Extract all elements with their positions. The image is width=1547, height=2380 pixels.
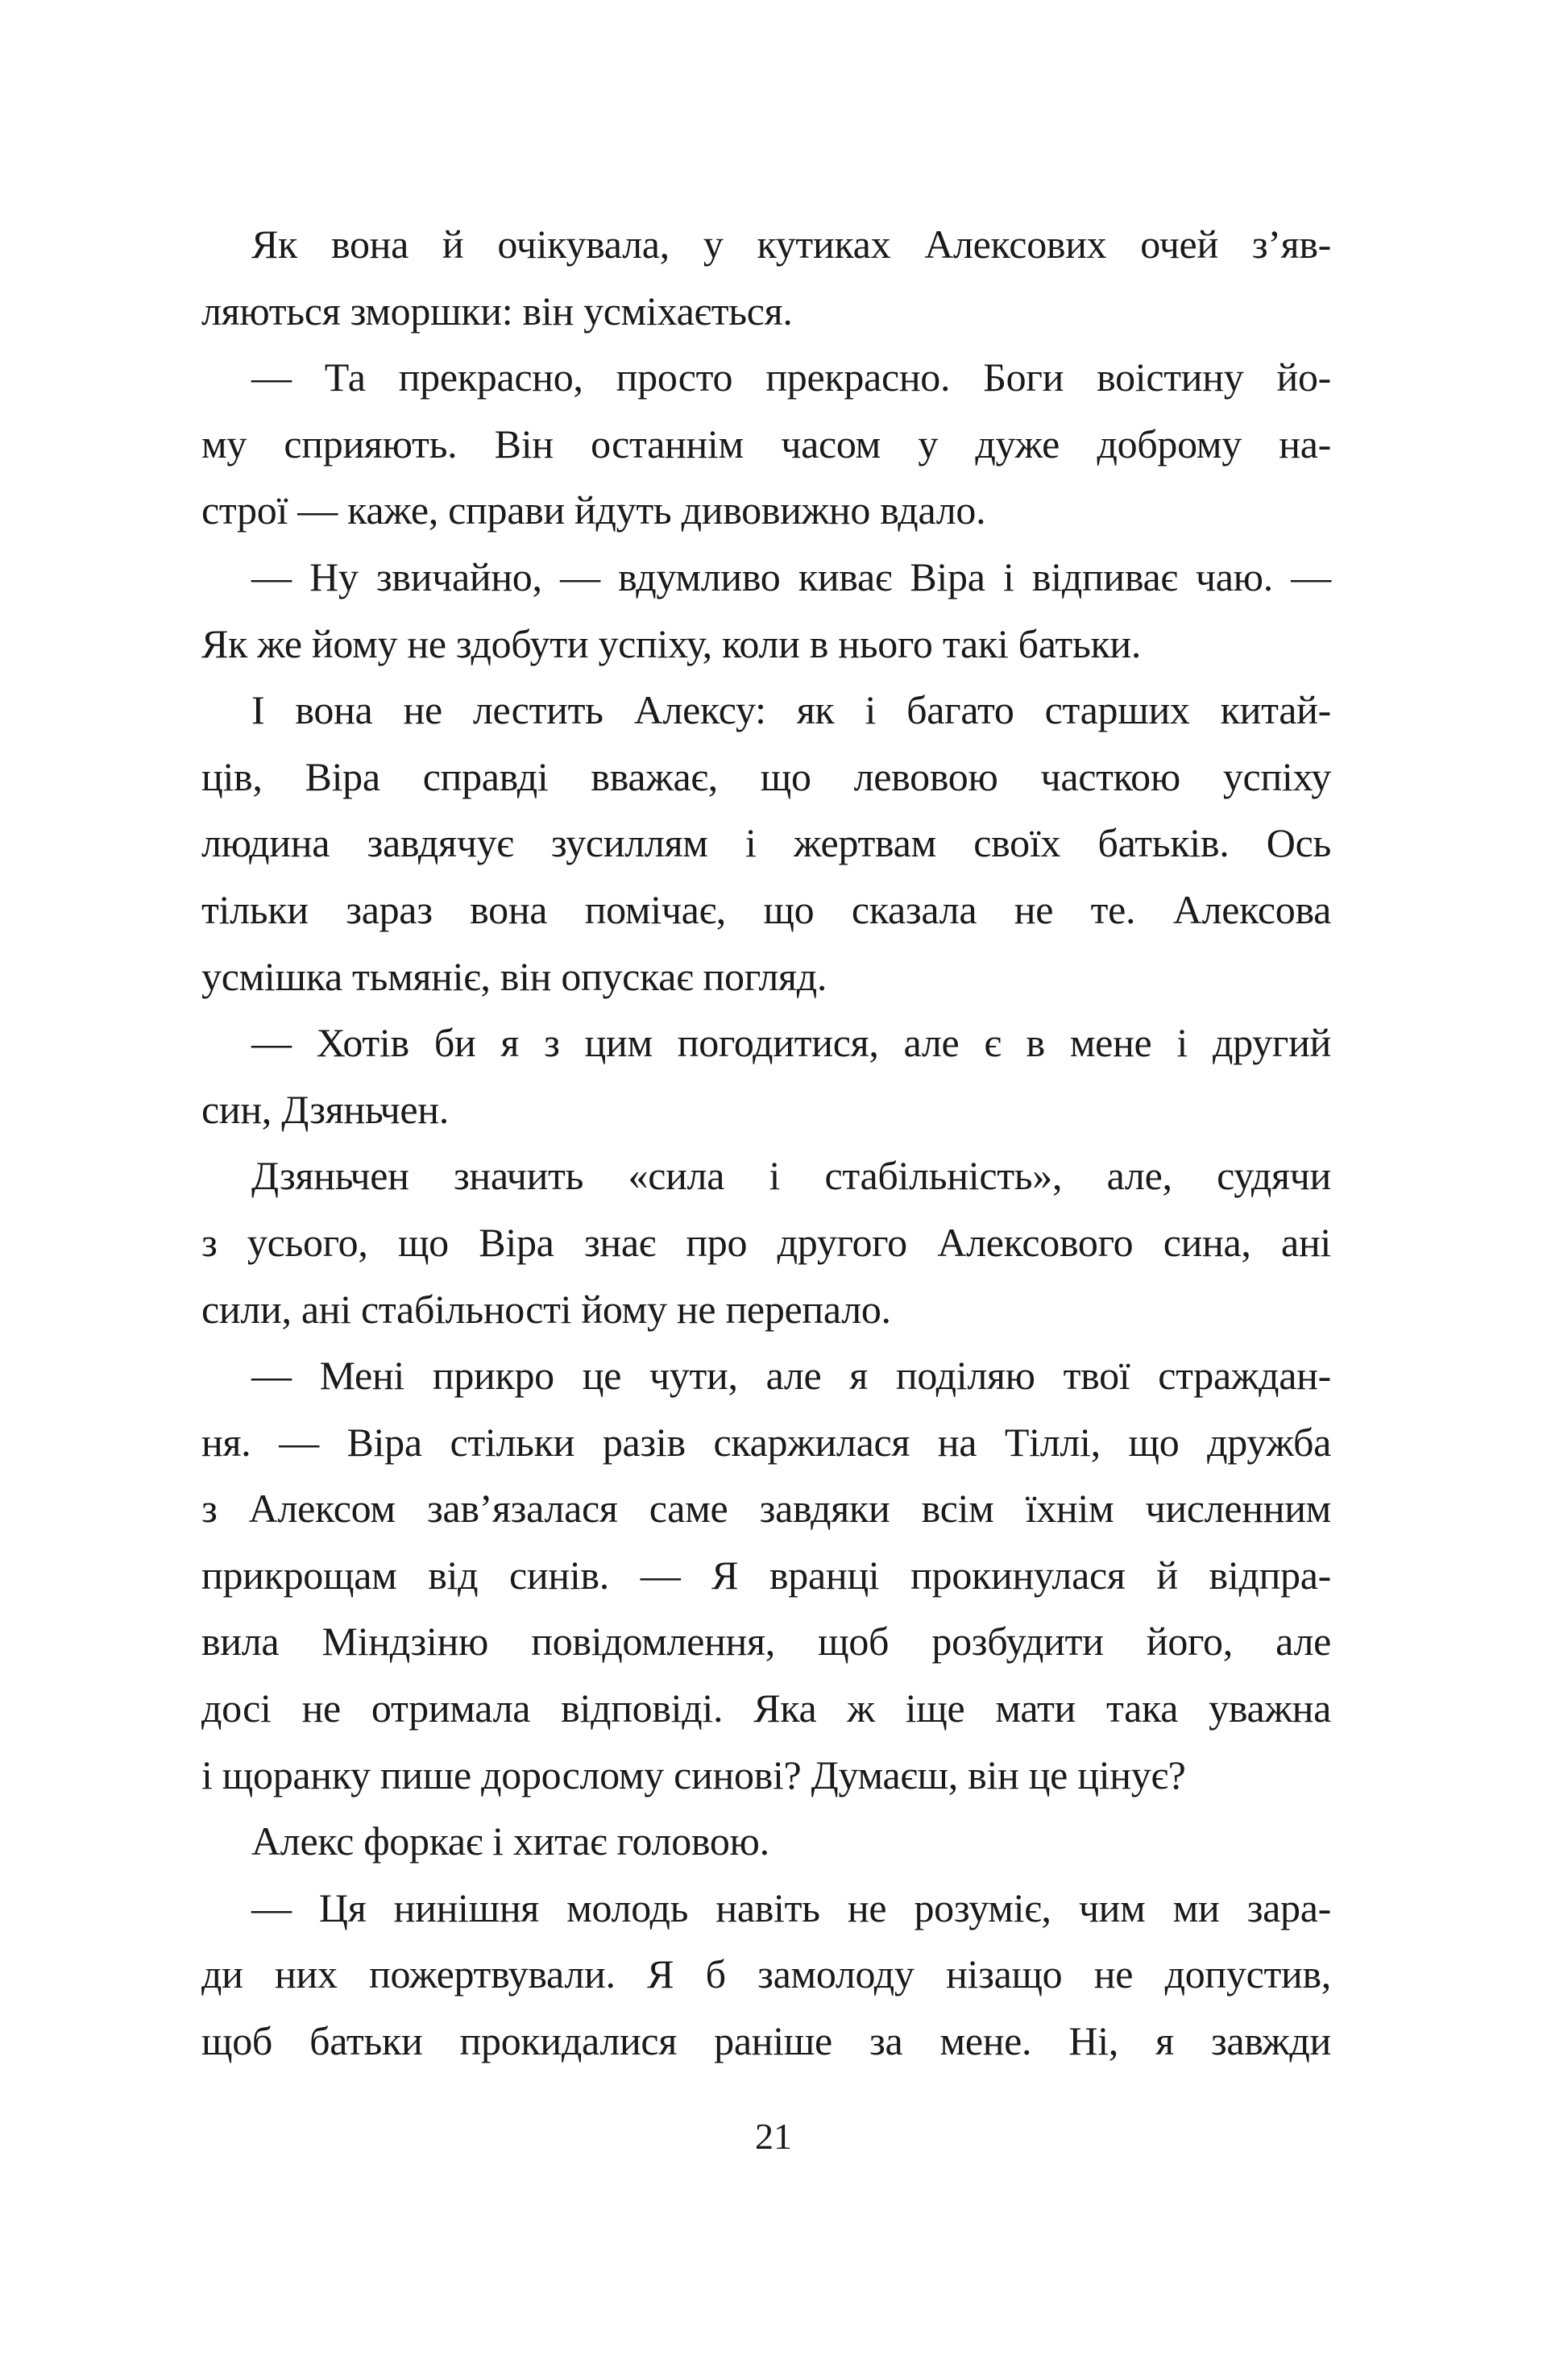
text-line: щоб батьки прокидалися раніше за мене. Ні, я завжди	[201, 2018, 1331, 2064]
text-line: тільки зараз вона помічає, що сказала не те. Алексова	[201, 886, 1331, 932]
text-line: — Хотів би я з цим погодитися, але є в мене і другий	[251, 1020, 1331, 1066]
text-line: сили, ані стабільності йому не перепало.	[201, 1286, 891, 1332]
text-line: му сприяють. Він останнім часом у дуже доброму на-	[201, 421, 1331, 466]
text-line: з Алексом зав’язалася саме завдяки всім їхнім численним	[201, 1486, 1331, 1532]
text-line: І вона не лестить Алексу: як і багато старших китай-	[251, 687, 1331, 733]
text-line: прикрощам від синів. — Я вранці прокинулася й відпра-	[201, 1552, 1331, 1598]
text-line: ляються зморшки: він усміхається.	[201, 288, 793, 334]
text-line: людина завдячує зусиллям і жертвам своїх батьків. Ось	[201, 820, 1331, 866]
text-line: досі не отримала відповіді. Яка ж іще мати така уважна	[201, 1685, 1331, 1731]
text-line: вила Міндзіню повідомлення, щоб розбудити його, але	[201, 1619, 1331, 1665]
text-line: — Мені прикро це чути, але я поділяю твої страждан-	[251, 1353, 1331, 1399]
text-line: Як же йому не здобути успіху, коли в нього такі батьки.	[201, 620, 1142, 666]
text-line: ців, Віра справді вважає, що левовою часткою успіху	[201, 753, 1331, 799]
text-line: Дзяньчен значить «сила і стабільність», але, судячи	[251, 1153, 1331, 1199]
text-line: з усього, що Віра знає про другого Алексового сина, ані	[201, 1219, 1331, 1265]
text-line: син, Дзяньчен.	[201, 1086, 449, 1132]
text-line: строї — каже, справи йдуть дивовижно вдало.	[201, 487, 986, 533]
text-line: — Та прекрасно, просто прекрасно. Боги воістину йо-	[251, 355, 1331, 400]
text-line: усмішка тьмяніє, він опускає погляд.	[201, 953, 827, 999]
text-line: ди них пожертвували. Я б замолоду нізащо не допустив,	[201, 1951, 1331, 1997]
text-line: — Ця нинішня молодь навіть не розуміє, чим ми зара-	[251, 1885, 1331, 1930]
page-number: 21	[755, 2116, 792, 2157]
text-line: Алекс форкає і хитає головою.	[251, 1818, 769, 1864]
body-text	[201, 211, 1331, 2075]
text-line: і щоранку пише дорослому синові? Думаєш, він це цінує?	[201, 1752, 1186, 1797]
text-line: ня. — Віра стільки разів скаржилася на Тіллі, що дружба	[201, 1419, 1331, 1465]
text-line: — Ну звичайно, — вдумливо киває Віра і відпиває чаю. —	[251, 554, 1331, 599]
text-line: Як вона й очікувала, у кутиках Алексових очей з’яв-	[251, 222, 1331, 267]
